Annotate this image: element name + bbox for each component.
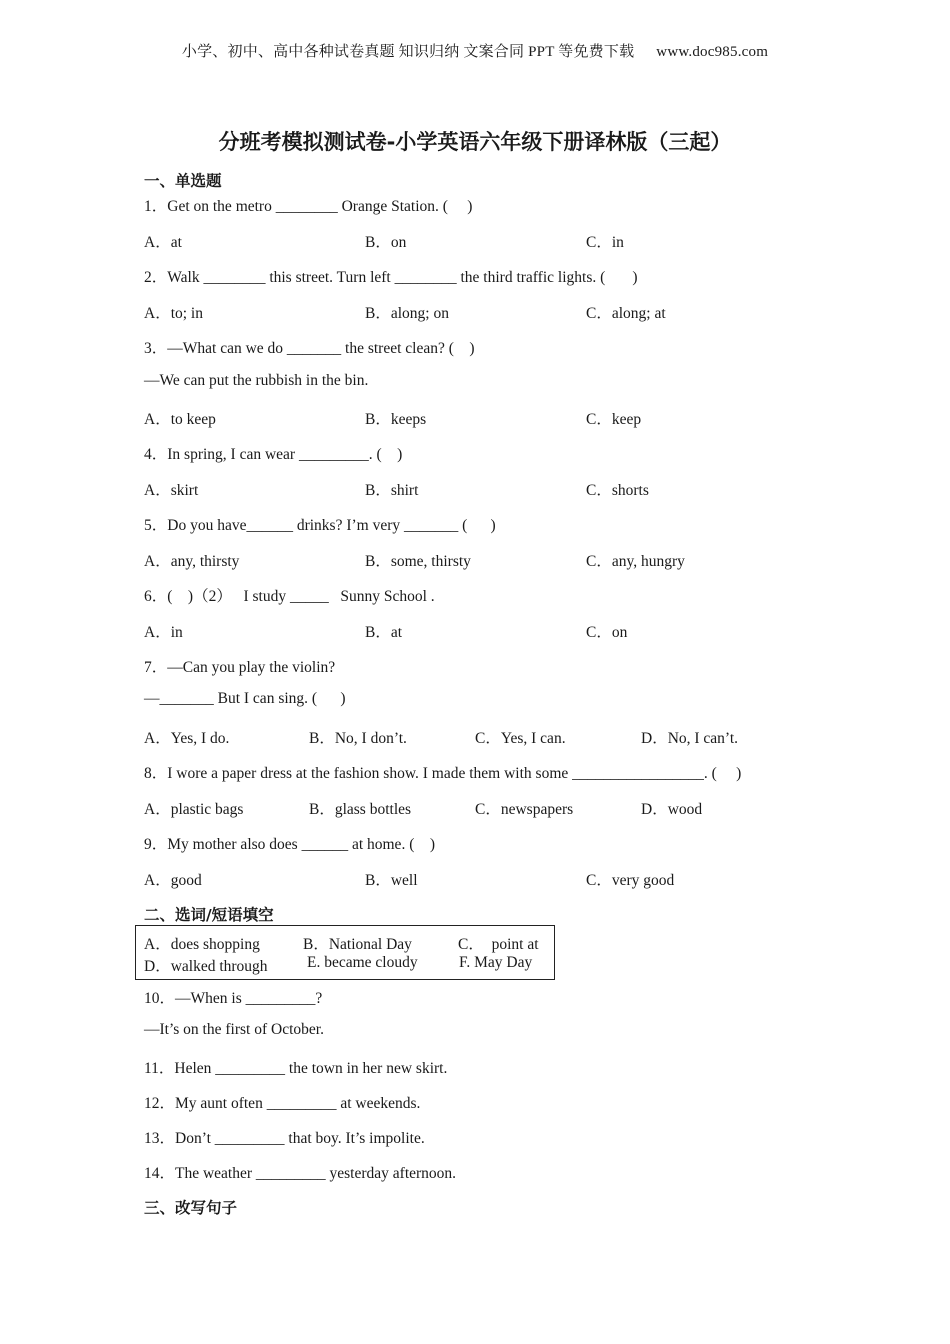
question-3-reply: —We can put the rubbish in the bin. <box>144 372 369 389</box>
question-11: 11．Helen _________ the town in her new skirt. <box>144 1060 448 1077</box>
question-14: 14．The weather _________ yesterday afternoon. <box>144 1165 457 1182</box>
q1-option-b: B．on <box>365 234 407 251</box>
q4-option-b: B．shirt <box>365 482 419 499</box>
q6-option-a: A．in <box>144 624 183 641</box>
q2-option-c: C．along; at <box>586 305 666 322</box>
q3-option-b: B．keeps <box>365 411 427 428</box>
q9-option-a: A．good <box>144 872 202 889</box>
q2-option-a: A．to; in <box>144 305 203 322</box>
question-4: 4．In spring, I can wear _________. ( ) <box>144 446 403 463</box>
word-bank-a: A．does shopping <box>144 936 260 953</box>
question-5: 5．Do you have______ drinks? I’m very _______ ( ) <box>144 517 496 534</box>
question-3: 3．—What can we do _______ the street clean? ( ) <box>144 340 475 357</box>
q5-option-b: B．some, thirsty <box>365 553 471 570</box>
question-6: 6．( )（2） I study _____ Sunny School . <box>144 588 435 605</box>
section-heading-rewrite: 三、改写句子 <box>144 1199 238 1217</box>
question-10: 10．—When is _________? <box>144 990 323 1007</box>
word-bank-e: E. became cloudy <box>307 954 418 971</box>
q8-option-b: B．glass bottles <box>309 801 412 818</box>
question-2: 2．Walk ________ this street. Turn left ________ the third traffic lights. ( ) <box>144 269 638 286</box>
q4-option-c: C．shorts <box>586 482 649 499</box>
question-9: 9．My mother also does ______ at home. ( ) <box>144 836 436 853</box>
q1-option-c: C．in <box>586 234 624 251</box>
word-bank-box <box>135 925 555 980</box>
question-1: 1．Get on the metro ________ Orange Station. ( ) <box>144 198 473 215</box>
q8-option-a: A．plastic bags <box>144 801 244 818</box>
q5-option-a: A．any, thirsty <box>144 553 240 570</box>
q9-option-b: B．well <box>365 872 418 889</box>
q5-option-c: C．any, hungry <box>586 553 685 570</box>
word-bank-f: F. May Day <box>459 954 533 971</box>
q2-option-b: B．along; on <box>365 305 449 322</box>
q6-option-b: B．at <box>365 624 403 641</box>
word-bank-d: D．walked through <box>144 958 268 975</box>
q3-option-c: C．keep <box>586 411 642 428</box>
section-heading-single-choice: 一、单选题 <box>144 172 222 190</box>
q7-option-d: D．No, I can’t. <box>641 730 738 747</box>
q7-option-c: C．Yes, I can. <box>475 730 566 747</box>
q7-option-b: B．No, I don’t. <box>309 730 407 747</box>
section-heading-word-fill: 二、选词/短语填空 <box>144 906 274 924</box>
header-website: www.doc985.com <box>656 44 769 60</box>
q6-option-c: C．on <box>586 624 628 641</box>
question-7-reply: —_______ But I can sing. ( ) <box>144 690 346 707</box>
q8-option-c: C．newspapers <box>475 801 574 818</box>
document-title: 分班考模拟测试卷-小学英语六年级下册译林版（三起） <box>218 130 732 154</box>
question-12: 12．My aunt often _________ at weekends. <box>144 1095 421 1112</box>
q8-option-d: D．wood <box>641 801 703 818</box>
q7-option-a: A．Yes, I do. <box>144 730 230 747</box>
q1-option-a: A．at <box>144 234 182 251</box>
question-13: 13．Don’t _________ that boy. It’s impolite. <box>144 1130 425 1147</box>
question-10-reply: —It’s on the first of October. <box>144 1021 324 1038</box>
word-bank-c: C． point at <box>458 936 539 953</box>
q3-option-a: A．to keep <box>144 411 216 428</box>
q9-option-c: C．very good <box>586 872 675 889</box>
question-8: 8．I wore a paper dress at the fashion show. I made them with some _________________. ( ) <box>144 765 742 782</box>
word-bank-b: B．National Day <box>303 936 412 953</box>
page-header <box>0 40 950 61</box>
header-promo-text: 小学、初中、高中各种试卷真题 知识归纳 文案合同 PPT 等免费下载 <box>181 44 635 60</box>
q4-option-a: A．skirt <box>144 482 199 499</box>
question-7: 7．—Can you play the violin? <box>144 659 336 676</box>
